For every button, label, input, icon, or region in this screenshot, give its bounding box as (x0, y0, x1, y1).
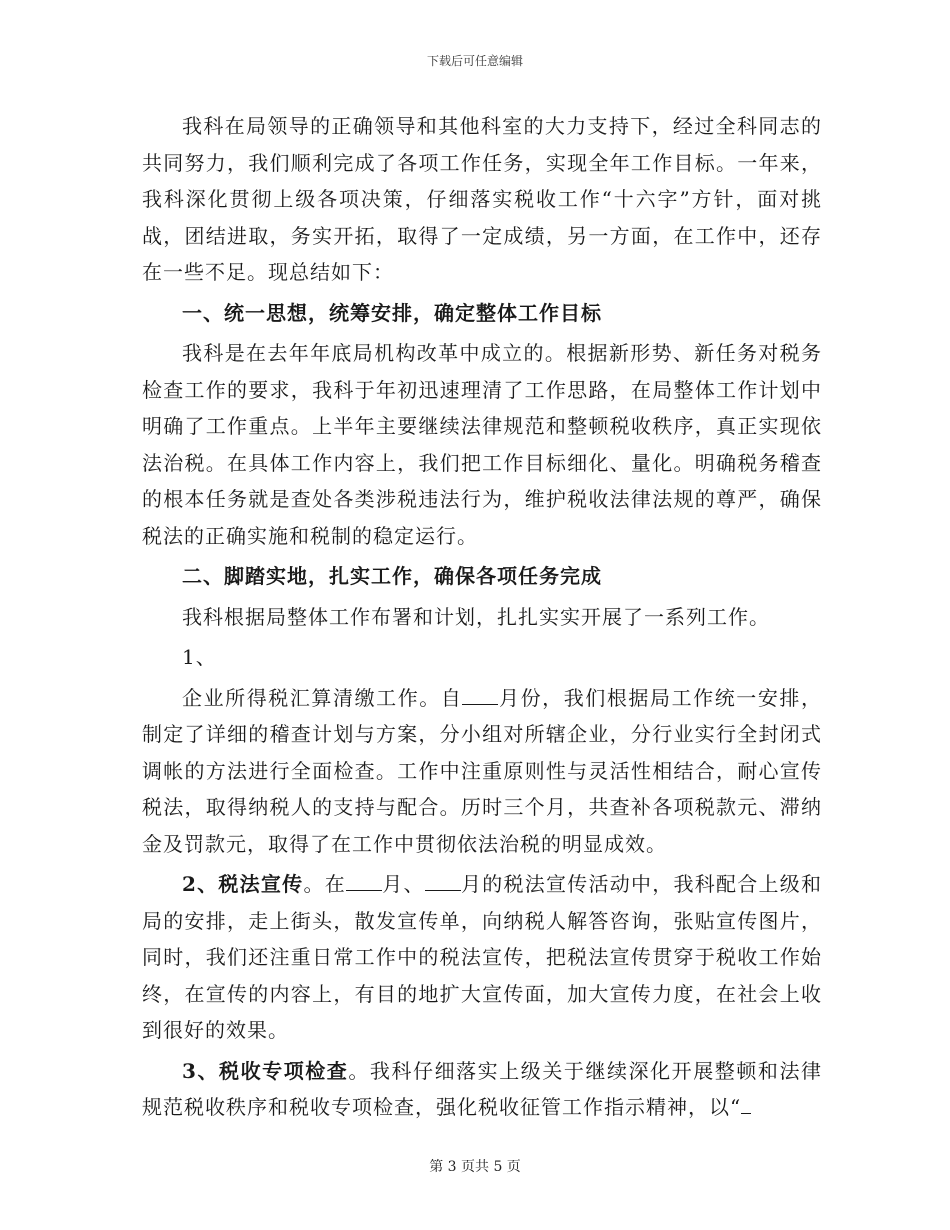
page-header: 下载后可任意编辑 (426, 54, 523, 68)
paragraph-item-2 (142, 866, 822, 1049)
paragraph-item-3 (142, 1053, 822, 1126)
paragraph-intro: 我科在局领导的正确领导和其他科室的大力支持下，经过全科同志的共同努力，我们顺利完成了各项工作任务，实现全年工作目标。一年来，我科深化贯彻上级各项决策，仔细落实税收工作“十六字”方针，面对挑战，团结进取，务实开拓，取得了一定成绩，另一方面，在工作中，还存在一些不足。现总结如下： (142, 114, 822, 284)
list-item-1-number: 1、 (182, 645, 217, 669)
item-3-text-a: 。我科仔细落实上级关于继续深化开展整顿和法律规范税收秩序和税收专项检查，强化税收征管工作指示精神，以“ (142, 1058, 823, 1119)
item-2-text-b: 月、 (381, 872, 425, 896)
item-2-title: 2、税法宣传 (182, 872, 304, 896)
blank-trailing-field (741, 1093, 751, 1114)
item-1-text-b: 月份，我们根据局工作统一安排，制定了详细的稽查计划与方案，分小组对所辖企业，分行业实行全封闭式调帐的方法进行全面检查。工作中注重原则性与灵活性相结合，耐心宣传税法，取得纳税人的支持与配合。历时三个月，共查补各项税款元、滞纳金及罚款元，取得了在工作中贯彻依法治税的明显成效。 (142, 685, 823, 856)
blank-month-field (462, 684, 498, 705)
item-2-text-a: 。在 (303, 872, 346, 896)
item-2-text-c: 月的税法宣传活动中，我科配合上级和局的安排，走上街头，散发宣传单，向纳税人解答咨询，张贴宣传图片，同时，我们还注重日常工作中的税法宣传，把税法宣传贯穿于税收工作始终，在宣传的内容上，有目的地扩大宣传面，加大宣传力度，在社会上收到很好的效果。 (142, 872, 823, 1042)
document-body (142, 108, 822, 1130)
item-3-title: 3、税收专项检查 (182, 1058, 349, 1083)
page-footer: 第 3 页共 5 页 (429, 1159, 521, 1175)
paragraph-item-1 (142, 680, 822, 863)
paragraph-section-1: 我科是在去年年底局机构改革中成立的。根据新形势、新任务对税务检查工作的要求，我科于年初迅速理清了工作思路，在局整体工作计划中明确了工作重点。上半年主要继续法律规范和整顿税收秩序，真正实现依法治税。在具体工作内容上，我们把工作目标细化、量化。明确税务稽查的根本任务就是查处各类涉税违法行为，维护税收法律法规的尊严，确保税法的正确实施和税制的稳定运行。 (142, 341, 822, 548)
paragraph-section-2-intro: 我科根据局整体工作布署和计划，扎扎实实开展了一系列工作。 (182, 604, 770, 629)
blank-month-field-2 (425, 870, 461, 891)
blank-month-field-1 (346, 870, 382, 891)
section-heading-1: 一、统一思想，统筹安排，确定整体工作目标 (182, 300, 602, 325)
item-1-text-a: 企业所得税汇算清缴工作。自 (182, 685, 463, 710)
section-heading-2: 二、脚踏实地，扎实工作，确保各项任务完成 (182, 564, 602, 588)
